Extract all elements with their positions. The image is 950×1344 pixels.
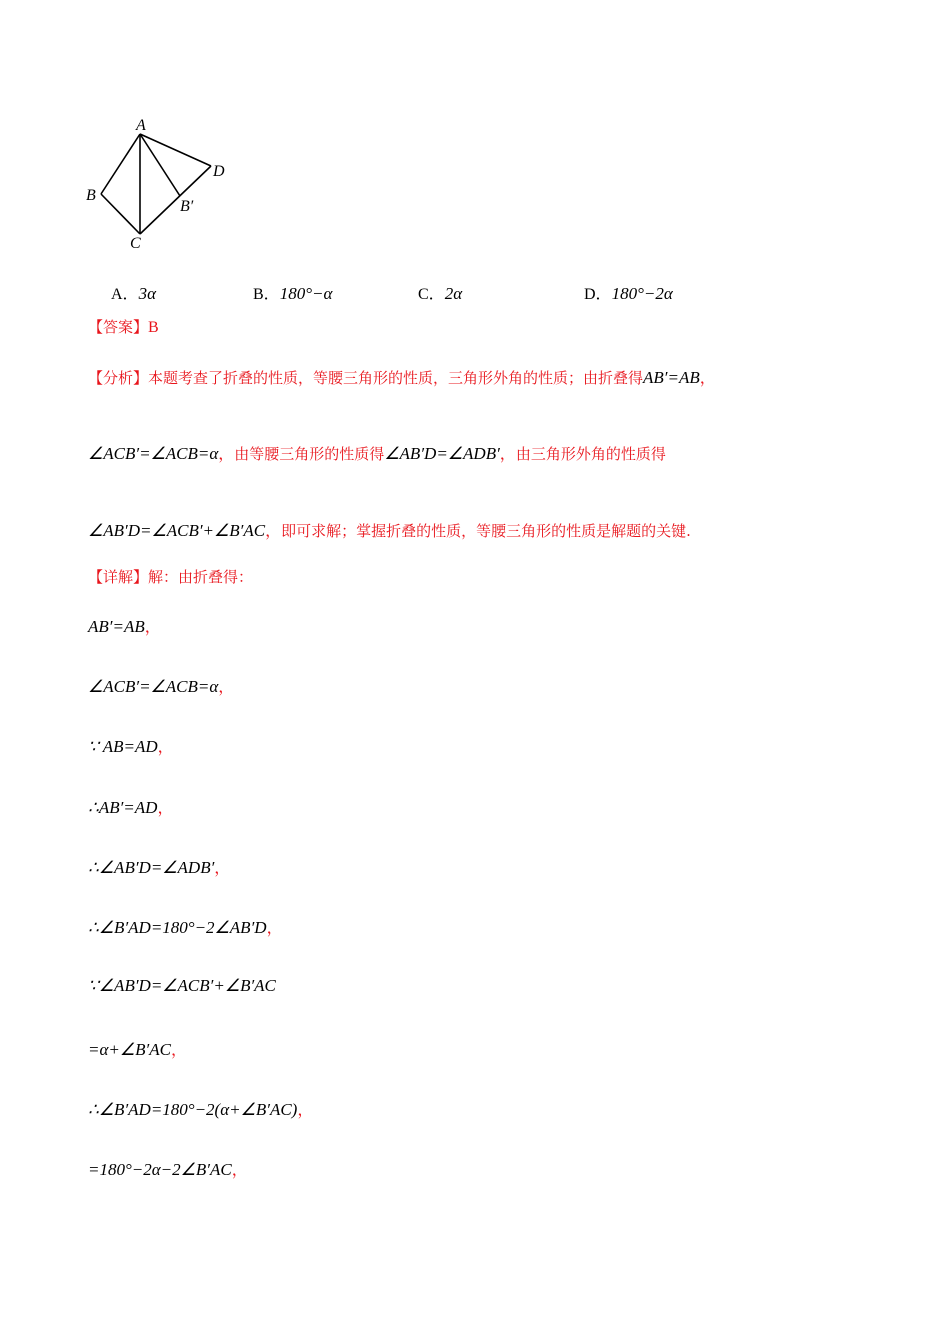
analysis-text-2: 由等腰三角形的性质得 <box>234 445 385 463</box>
choice-d: D．180°−2α <box>584 284 673 303</box>
detail-header <box>88 566 253 587</box>
detail-step-8: =α+∠B′AC， <box>88 1040 187 1059</box>
label-b: B <box>86 187 96 204</box>
answer-tag: 【答案】 <box>88 318 149 336</box>
folded-triangle-diagram <box>80 110 240 260</box>
analysis-text-1: 本题考查了折叠的性质，等腰三角形的性质，三角形外角的性质；由折叠得 <box>148 369 644 387</box>
answer-value: B <box>148 319 159 336</box>
analysis-math-1: AB′=AB <box>643 368 700 387</box>
answer-line <box>88 316 159 337</box>
analysis-math-4: ∠AB′D=∠ACB′+∠B′AC <box>88 521 266 540</box>
detail-step-7: ∵∠AB′D=∠ACB′+∠B′AC <box>88 976 276 995</box>
analysis-line-1: 【分析】本题考查了折叠的性质，等腰三角形的性质，三角形外角的性质；由折叠得AB′=AB， <box>88 368 716 387</box>
label-b-prime: B′ <box>180 198 194 215</box>
detail-tag: 【详解】 <box>88 568 149 586</box>
choice-b: B．180°−α <box>253 284 333 303</box>
geometry-figure <box>80 110 240 260</box>
detail-step-2: ∠ACB′=∠ACB=α， <box>88 677 235 696</box>
choice-c: C．2α <box>418 284 463 303</box>
label-d: D <box>213 163 225 180</box>
segment-cd <box>140 166 211 234</box>
analysis-text-3: 由三角形外角的性质得 <box>515 445 666 463</box>
detail-step-3: ∵ AB=AD， <box>88 737 174 756</box>
analysis-line-3: ∠AB′D=∠ACB′+∠B′AC，即可求解；掌握折叠的性质，等腰三角形的性质是解题的关键. <box>88 521 691 540</box>
detail-step-1: AB′=AB， <box>88 617 161 636</box>
detail-step-4: ∴AB′=AD， <box>88 798 174 817</box>
detail-step-9: ∴∠B′AD=180°−2(α+∠B′AC)， <box>88 1100 314 1119</box>
answer-choices <box>0 281 950 305</box>
detail-step-10: =180°−2α−2∠B′AC， <box>88 1160 248 1179</box>
detail-step-5: ∴∠AB′D=∠ADB′， <box>88 858 231 877</box>
analysis-math-2: ∠ACB′=∠ACB=α <box>88 444 219 463</box>
segment-ab <box>101 134 140 194</box>
analysis-text-4: 即可求解；掌握折叠的性质，等腰三角形的性质是解题的关键. <box>281 522 691 540</box>
detail-step-6: ∴∠B′AD=180°−2∠AB′D， <box>88 918 283 937</box>
label-a: A <box>136 117 146 134</box>
choice-a: A．3α <box>111 284 156 303</box>
analysis-math-3: ∠AB′D=∠ADB′ <box>384 444 500 463</box>
analysis-tag: 【分析】 <box>88 369 149 387</box>
analysis-line-2: ∠ACB′=∠ACB=α，由等腰三角形的性质得∠AB′D=∠ADB′，由三角形外角的性质得 <box>88 444 666 463</box>
segment-bc <box>101 194 140 234</box>
label-c: C <box>130 235 141 252</box>
detail-intro: 解：由折叠得： <box>148 568 254 586</box>
